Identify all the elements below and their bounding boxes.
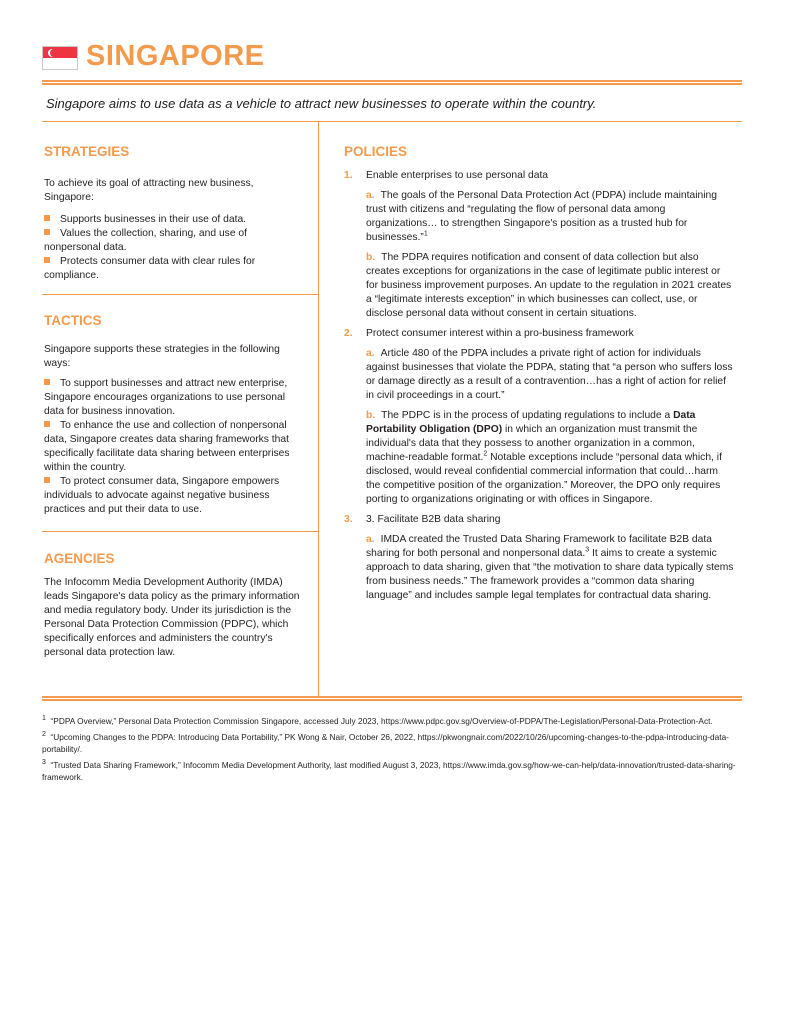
list-item: To enhance the use and collection of nonpersonal data, Singapore creates data sharing frameworks that specifically facilitate data sharing between enterprises within the country. xyxy=(44,420,290,473)
singapore-flag-icon xyxy=(42,46,78,70)
list-item: Protects consumer data with clear rules for compliance. xyxy=(44,256,256,281)
footnotes xyxy=(42,715,742,783)
column-divider xyxy=(318,122,319,696)
footnote: $^3$ “Trusted Data Sharing Framework,” Infocomm Media Development Authority, last modified August 3, 2023, https://www.imda.gov.sg/how-we-can-help/data-innovation/trusted-data-sharing-framework. xyxy=(42,759,736,782)
policy-subitem: a. Article 480 of the PDPA includes a private right of action for individuals against businesses that violate the PDPA, stating that “a person who suffers loss or damage directly as a result of a contravention…has a right of action for relief in civil proceedings in a court.” xyxy=(366,348,733,401)
tactics-lead: Singapore supports these strategies in the following ways: xyxy=(44,344,280,369)
policy-item xyxy=(344,513,734,527)
tactics-divider xyxy=(42,531,318,532)
tactics-section xyxy=(44,343,298,517)
list-item: Supports businesses in their use of data. xyxy=(44,213,296,227)
bullet-square-icon xyxy=(44,229,50,235)
policies-heading: POLICIES xyxy=(344,144,408,159)
intro-divider xyxy=(42,121,742,122)
strategies-divider xyxy=(42,294,318,295)
policy-number: 2. xyxy=(344,328,353,339)
bullet-square-icon xyxy=(44,257,50,263)
policy-item xyxy=(344,327,734,341)
agencies-section xyxy=(44,576,300,660)
strategies-heading: STRATEGIES xyxy=(44,144,130,159)
list-item: Values the collection, sharing, and use of nonpersonal data. xyxy=(44,228,247,253)
footer-divider xyxy=(42,696,742,701)
policy-title: 3. Facilitate B2B data sharing xyxy=(366,514,501,525)
policy-item xyxy=(344,169,734,183)
bullet-square-icon xyxy=(44,215,50,221)
intro-text: Singapore aims to use data as a vehicle to attract new businesses to operate within the country. xyxy=(46,96,597,111)
policy-title: Protect consumer interest within a pro-business framework xyxy=(366,328,634,339)
strategies-section xyxy=(44,177,296,283)
bullet-square-icon xyxy=(44,421,50,427)
bullet-square-icon xyxy=(44,379,50,385)
footnote: $^2$ “Upcoming Changes to the PDPA: Introducing Data Portability,” PK Wong & Nair, October 26, 2022, https://pkwongnair.com/2022/10/26/upcoming-changes-to-the-pdpa-introducing-data-portability/. xyxy=(42,731,729,754)
policy-title: Enable enterprises to use personal data xyxy=(366,170,549,181)
dpo-term: Data Portability Obligation (DPO) xyxy=(366,410,696,435)
strategies-lead: To achieve its goal of attracting new business, Singapore: xyxy=(44,178,254,203)
list-item: To protect consumer data, Singapore empowers individuals to advocate against negative business practices and put their data to use. xyxy=(44,476,280,515)
policy-number: 1. xyxy=(344,170,353,181)
tactics-heading: TACTICS xyxy=(44,313,102,328)
header-divider xyxy=(42,80,742,85)
bullet-square-icon xyxy=(44,477,50,483)
policies-section xyxy=(344,169,734,603)
agencies-text: The Infocomm Media Development Authority (IMDA) leads Singapore's data policy as the primary information and media regulatory body. Under its jurisdiction is the Personal Data Protection Commission (PDPC), which specifically enforces and administers the country's personal data protection law. xyxy=(44,577,300,658)
policy-number: 3. xyxy=(344,514,353,525)
page-title: SINGAPORE xyxy=(86,40,265,72)
agencies-heading: AGENCIES xyxy=(44,551,115,566)
policy-subitem: b. The PDPC is in the process of updating regulations to include a Data Portability Obligation (DPO) in which an organization must transmit the individual's data that they possess to another organization in a common, machine-readable format.$^2$ Notable exceptions include “personal data which, if disclosed, would reveal confidential commercial information that could…harm the competitive position of the organization.” Moreover, the DPO only requires porting to organizations originating or with offices in Singapore. xyxy=(366,410,722,505)
policy-subitem: a. The goals of the Personal Data Protection Act (PDPA) include maintaining trust with citizens and “regulating the flow of personal data among organizations… to strengthen Singapore's position as a trusted hub for businesses.”$^1$ xyxy=(366,190,717,243)
policy-subitem: b. The PDPA requires notification and consent of data collection but also creates exceptions for organizations in the case of legitimate public interest or for business improvement purposes. An update to the regulation in 2021 creates a “legitimate interests exception” in which businesses can collect, use, or disclose personal data without consent in certain situations. xyxy=(366,252,732,319)
list-item: To support businesses and attract new enterprise, Singapore encourages organizations to use personal data for business innovation. xyxy=(44,378,288,417)
policy-subitem: a. IMDA created the Trusted Data Sharing Framework to facilitate B2B data sharing for both personal and nonpersonal data.$^3$ It aims to create a systemic approach to data sharing, given that “the motivation to share data typically stems from business needs.” The framework provides a “common data sharing language” and includes sample legal templates for contractual data sharing. xyxy=(366,534,734,601)
footnote: $^1$ “PDPA Overview,” Personal Data Protection Commission Singapore, accessed July 2023, https://www.pdpc.gov.sg/Overview-of-PDPA/The-Legislation/Personal-Data-Protection-Act. xyxy=(42,715,713,726)
